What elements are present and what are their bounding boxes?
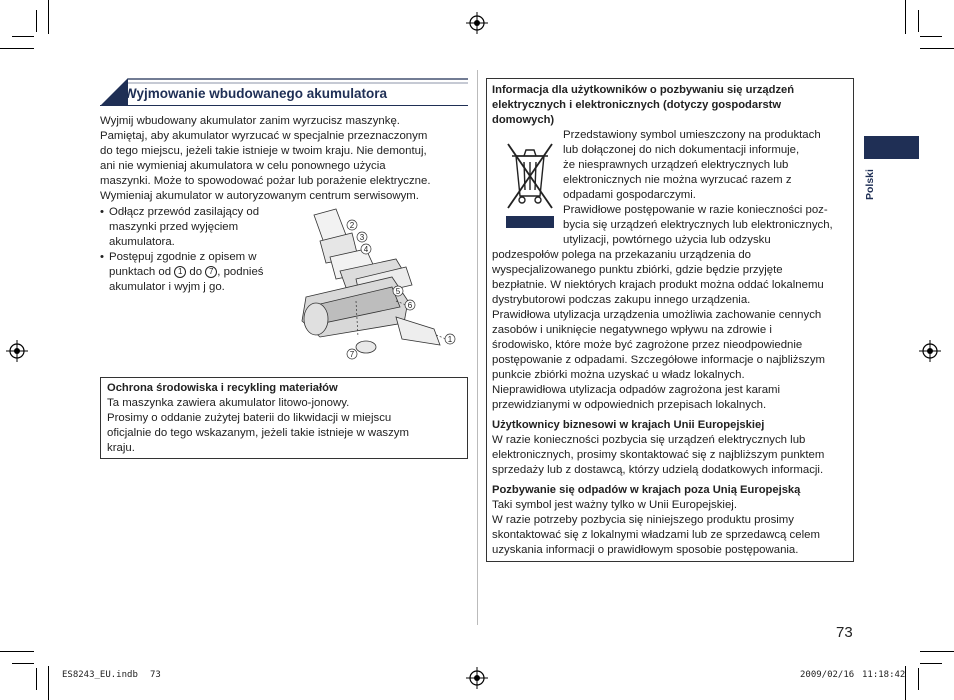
diagram-step-label: 5 <box>395 287 401 296</box>
footer-date: 2009/02/16 <box>800 670 855 680</box>
registration-mark-icon <box>466 12 488 34</box>
environment-notice-line: oficjalnie do tego wskazanym, jeżeli takie istnieje w waszym <box>107 427 409 440</box>
icon-side-text <box>563 128 853 248</box>
body-line: skontaktować się z lokalnymi władzami lub ze sprzedawcą celem <box>492 529 820 541</box>
crop-mark <box>905 0 906 34</box>
list-item-line: akumulator i wyjm j go. <box>109 281 225 294</box>
language-tab-text: Polski <box>864 169 876 200</box>
body-line: Przedstawiony symbol umieszczony na produktach <box>563 129 821 141</box>
footer-filename: ES8243_EU.indb <box>62 670 138 680</box>
body-line: lub dołączonej do nich dokumentacji informuje, <box>563 144 800 156</box>
crossed-out-wheelie-bin-icon <box>500 138 560 228</box>
instruction-list <box>100 205 300 296</box>
shaver-disassembly-diagram <box>296 205 462 365</box>
body-line: odpadami gospodarczymi. <box>563 189 696 201</box>
crop-mark <box>0 651 34 652</box>
list-text: , podnieś <box>217 266 264 279</box>
intro-paragraph <box>100 114 468 205</box>
body-line: sprzedaży lub z dostawcą, którzy udzielą dodatkowych informacji. <box>492 464 824 476</box>
intro-line: Wymieniaj akumulator w autoryzowanym centrum serwisowym. <box>100 190 419 203</box>
language-tab-marker <box>864 136 919 159</box>
list-item-line: maszynki przed wyjęciem <box>109 221 239 234</box>
body-line: Taki symbol jest ważny tylko w Unii Europejskiej. <box>492 499 737 511</box>
diagram-step-label: 2 <box>349 221 355 230</box>
disposal-title-line: elektrycznych i elektronicznych (dotyczy gospodarstw <box>492 99 782 111</box>
body-line: elektronicznych, prosimy skontaktować się z najbliższym punktem <box>492 449 825 461</box>
body-line: bycia się urządzeń elektrycznych lub elektronicznych, <box>563 219 833 231</box>
list-item-line: • Odłącz przewód zasilający od <box>109 206 260 218</box>
list-text: do <box>189 266 203 279</box>
disposal-info-box <box>486 78 854 562</box>
crop-mark <box>918 10 919 32</box>
body-line: W razie konieczności pozbycia się urządzeń elektrycznych lub <box>492 434 806 446</box>
body-line: dystrybutorowi podczas zakupu innego urządzenia. <box>492 294 751 306</box>
crop-mark <box>920 48 954 49</box>
crop-mark <box>0 48 34 49</box>
footer-file-page: 73 <box>150 670 161 680</box>
body-line: Nieprawidłowa utylizacja odpadów zagrożona jest karami <box>492 384 781 396</box>
step-number-badge: 1 <box>174 266 186 278</box>
crop-mark <box>36 668 37 690</box>
diagram-step-label: 4 <box>363 245 369 254</box>
list-item-line: akumulatora. <box>109 236 175 249</box>
body-line: elektronicznych nie można wyrzucać razem z <box>563 174 792 186</box>
list-item <box>100 205 300 250</box>
body-line: Prawidłowa utylizacja urządzenia umożliwia zachowanie cennych <box>492 309 822 321</box>
body-line: utylizacji, powtórnego użycia lub odzysku <box>563 234 771 246</box>
column-divider <box>477 70 478 625</box>
diagram-step-label: 1 <box>447 335 453 344</box>
body-line: wyspecjalizowanego punktu zbiórki, gdzie będzie przyjęte <box>492 264 783 276</box>
business-users-title: Użytkownicy biznesowi w krajach Unii Europejskiej <box>492 419 765 431</box>
body-line: że niesprawnych urządzeń elektrycznych lub <box>563 159 789 171</box>
registration-mark-icon <box>919 340 941 362</box>
disposal-title-line: Informacja dla użytkowników o pozbywaniu się urządzeń <box>492 84 795 96</box>
environment-notice-box <box>100 377 468 459</box>
body-line: postępowanie z odpadami. Szczegółowe informacje o najbliższym <box>492 354 826 366</box>
footer-time: 11:18:42 <box>862 670 906 680</box>
crop-mark <box>12 36 34 37</box>
body-line: zasobów i uniknięcie negatywnego wpływu na zdrowie i <box>492 324 772 336</box>
section-title: Wyjmowanie wbudowanego akumulatora <box>124 86 388 101</box>
list-item <box>100 250 300 295</box>
intro-line: maszynki. Może to spowodować pożar lub porażenie elektryczne. <box>100 175 431 188</box>
list-item-line: • Postępuj zgodnie z opisem w <box>109 251 257 264</box>
environment-notice-line: kraju. <box>107 442 135 455</box>
outside-eu-title: Pozbywanie się odpadów w krajach poza Unią Europejską <box>492 484 801 496</box>
body-line: Prawidłowe postępowanie w razie konieczności poz- <box>563 204 828 216</box>
registration-mark-icon <box>6 340 28 362</box>
environment-notice-line: Ta maszynka zawiera akumulator litowo-jonowy. <box>107 397 350 409</box>
crop-mark <box>918 668 919 690</box>
diagram-step-label: 3 <box>359 233 365 242</box>
crop-mark <box>920 36 942 37</box>
step-number-badge: 7 <box>205 266 217 278</box>
body-line: podzespołów polega na przekazaniu urządzenia do <box>492 249 752 261</box>
intro-line: ani nie wymieniaj akumulatora w celu ponownego użycia <box>100 160 386 173</box>
page-number: 73 <box>836 624 853 641</box>
body-line: bezpłatnie. W niektórych krajach produkt można oddać lokalnemu <box>492 279 824 291</box>
crop-mark <box>36 10 37 32</box>
intro-line: Wyjmij wbudowany akumulator zanim wyrzucisz maszynkę. <box>100 115 400 127</box>
diagram-step-label: 7 <box>349 350 355 359</box>
intro-line: do tego miejscu, jeżeli takie istnieje w twoim kraju. Nie demontuj, <box>100 145 427 158</box>
environment-notice-line: Prosimy o oddanie zużytej baterii do likwidacji w miejscu <box>107 412 392 425</box>
language-tab-label <box>860 170 880 210</box>
diagram-step-label: 6 <box>407 301 413 310</box>
registration-mark-icon <box>466 667 488 689</box>
intro-line: Pamiętaj, aby akumulator wyrzucać w specjalnie przeznaczonym <box>100 130 428 143</box>
list-text: punktach od <box>109 266 172 279</box>
crop-mark <box>48 666 49 700</box>
crop-mark <box>48 0 49 34</box>
body-line: uzyskania informacji o prawidłowym sposobie postępowania. <box>492 544 799 556</box>
disposal-title-line: domowych) <box>492 114 555 126</box>
crop-mark <box>12 663 34 664</box>
body-line: przewidzianymi w odpowiednich przepisach lokalnych. <box>492 399 767 411</box>
list-item-line <box>109 265 300 280</box>
body-line: W razie potrzeby pozbycia się niniejszego produktu prosimy <box>492 514 794 526</box>
icon-text-block <box>492 128 848 248</box>
body-line: punkcie zbiórki można uzyskać u władz lokalnych. <box>492 369 745 381</box>
environment-notice-title: Ochrona środowiska i recykling materiałów <box>107 382 338 394</box>
crop-mark <box>920 663 942 664</box>
crop-mark <box>920 651 954 652</box>
body-line: środowisko, które może być zagrożone przez nieodpowiednie <box>492 339 803 351</box>
